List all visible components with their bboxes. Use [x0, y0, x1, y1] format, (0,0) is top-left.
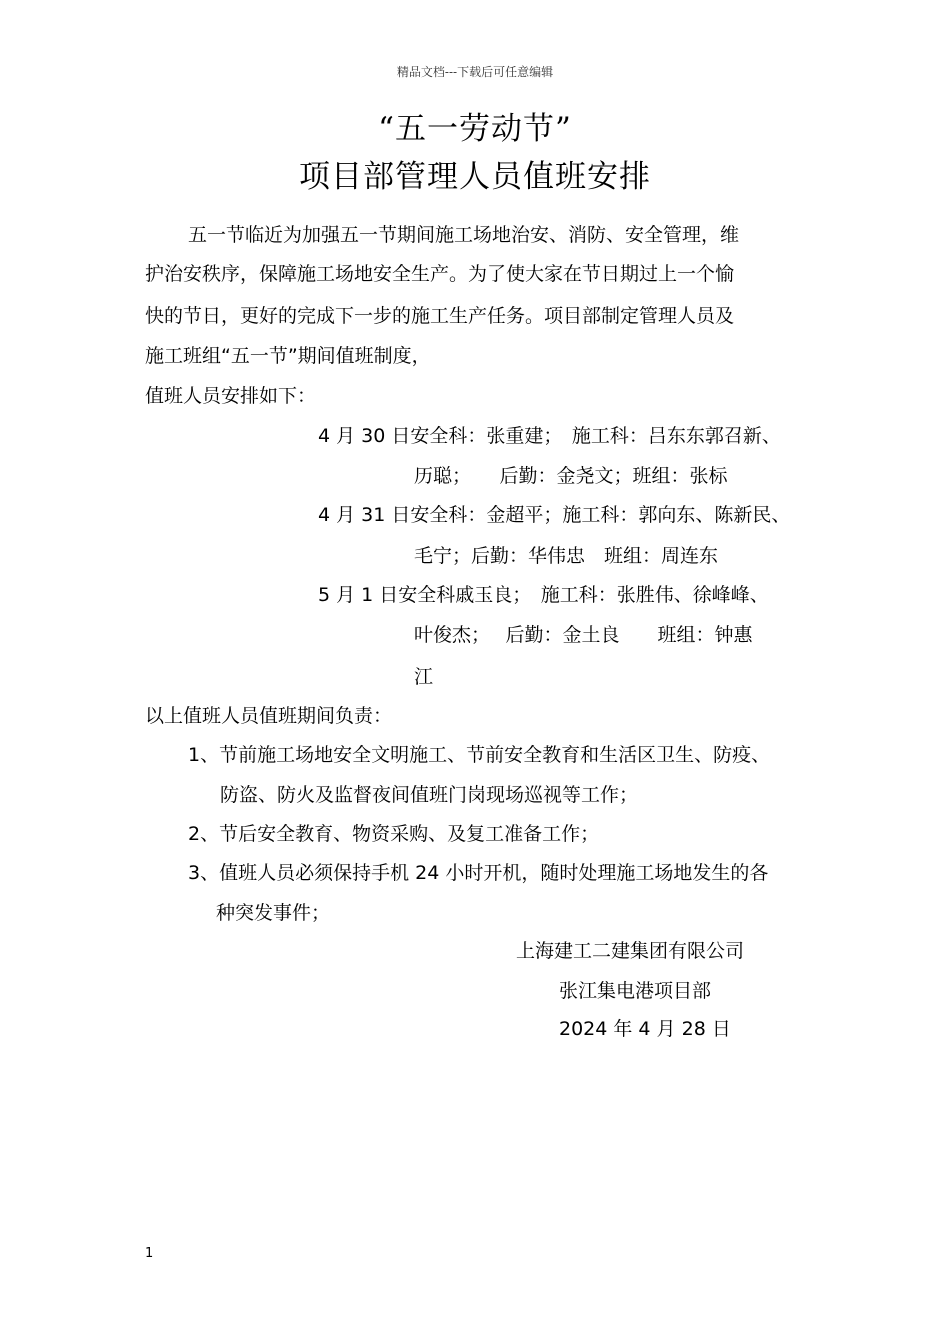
duty-item-line: 种突发事件；: [216, 902, 331, 924]
intro-line: 施工班组“五一节”期间值班制度，: [145, 345, 431, 367]
intro-line: 五一节临近为加强五一节期间施工场地治安、消防、安全管理，维: [188, 224, 740, 246]
page-number: 1: [145, 1246, 154, 1261]
intro-line: 快的节日，更好的完成下一步的施工生产任务。项目部制定管理人员及: [145, 305, 735, 327]
duty-item-line: 1、节前施工场地安全文明施工、节前安全教育和生活区卫生、防疫、: [188, 744, 771, 766]
schedule-entry-line: 历聪； 后勤：金尧文；班组：张标: [414, 465, 728, 487]
schedule-entry-line: 江: [414, 666, 434, 688]
schedule-entry-line: 叶俊杰； 后勤：金土良 班组：钟惠: [414, 624, 753, 646]
schedule-entry-line: 4 月 31 日安全科：金超平；施工科：郭向东、陈新民、: [318, 504, 791, 526]
duty-item-line: 2、节后安全教育、物资采购、及复工准备工作；: [188, 823, 600, 845]
signature-project: 张江集电港项目部: [559, 980, 712, 1002]
title-line-2: 项目部管理人员值班安排: [299, 159, 651, 195]
duties-heading: 以上值班人员值班期间负责：: [145, 705, 393, 727]
duty-item-line: 3、值班人员必须保持手机 24 小时开机，随时处理施工场地发生的各: [188, 862, 769, 884]
header-note: 精品文档---下载后可任意编辑: [396, 65, 554, 79]
schedule-entry-line: 毛宁；后勤：华伟忠 班组：周连东: [414, 545, 719, 567]
title-line-1: “五一劳动节”: [378, 111, 572, 147]
signature-company: 上海建工二建集团有限公司: [516, 940, 745, 962]
schedule-heading: 值班人员安排如下：: [145, 385, 317, 407]
schedule-entry-line: 4 月 30 日安全科：张重建； 施工科：吕东东郭召新、: [318, 425, 781, 447]
signature-date: 2024 年 4 月 28 日: [559, 1018, 731, 1040]
intro-line: 护治安秩序，保障施工场地安全生产。为了使大家在节日期过上一个愉: [145, 263, 735, 285]
duty-item-line: 防盗、防火及监督夜间值班门岗现场巡视等工作；: [220, 784, 639, 806]
schedule-entry-line: 5 月 1 日安全科戚玉良； 施工科：张胜伟、徐峰峰、: [318, 584, 769, 606]
